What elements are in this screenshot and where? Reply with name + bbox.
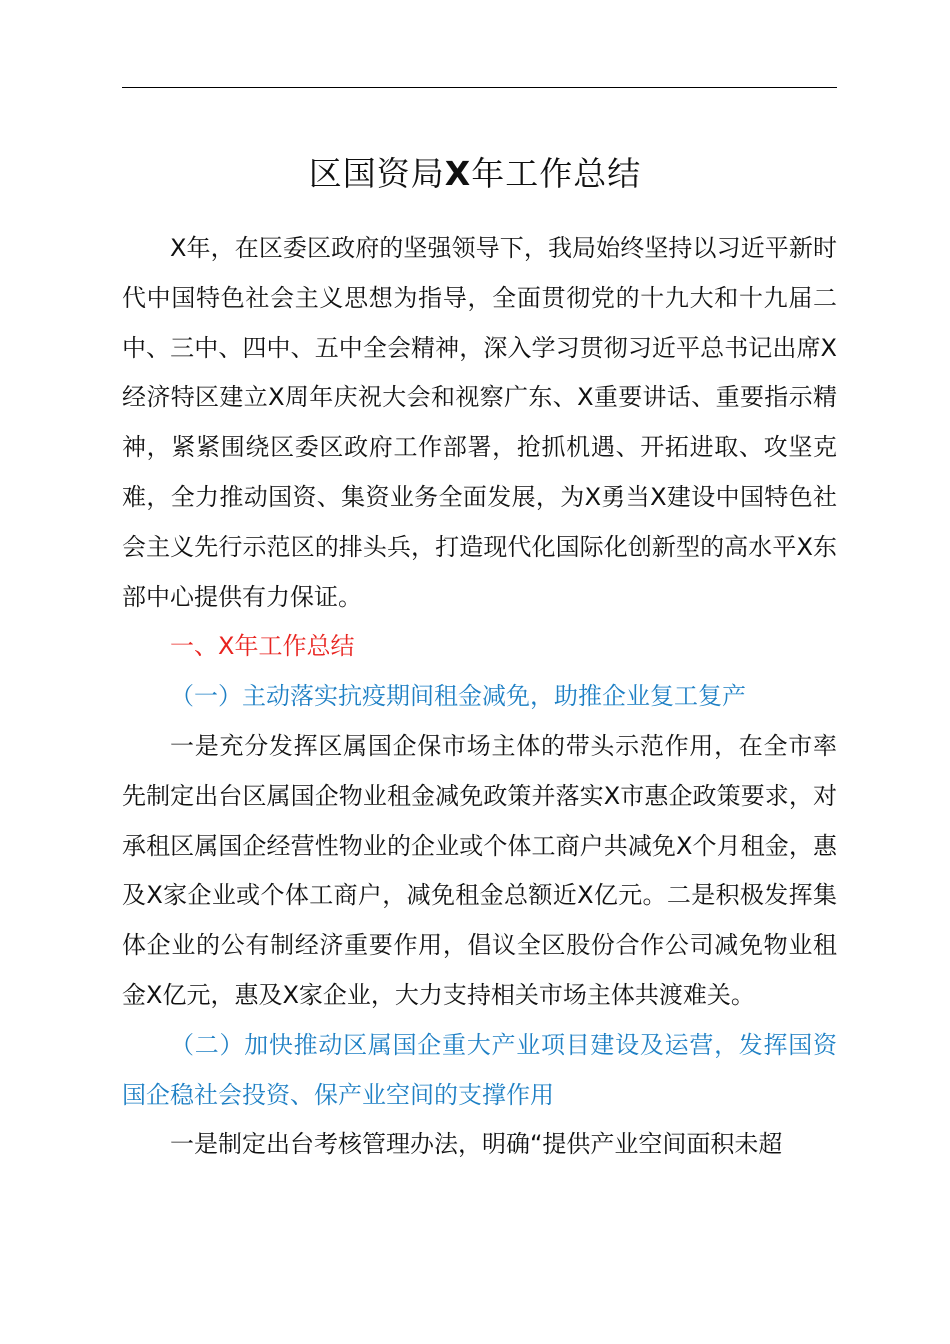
- title-mark: X: [444, 154, 472, 193]
- subsection-heading-1: （一）主动落实抗疫期间租金减免，助推企业复工复产: [170, 682, 746, 711]
- title-prefix: 区国资局: [308, 154, 445, 193]
- title-suffix: 年工作总结: [471, 154, 642, 193]
- section-heading: 一、X年工作总结: [170, 632, 355, 661]
- document-title: [0, 150, 950, 198]
- subsection-body-1: 一是充分发挥区属国企保市场主体的带头示范作用，在全市率先制定出台区属国企物业租金减免政策并落实X市惠企政策要求，对承租区属国企经营性物业的企业或个体工商户共减免X个月租金，惠及X家企业或个体工商户，减免租金总额近X亿元。二是积极发挥集体企业的公有制经济重要作用，倡议全区股份合作公司减免物业租金X亿元，惠及X家企业，大力支持相关市场主体共渡难关。: [122, 731, 837, 1009]
- subsection-body-2: 一是制定出台考核管理办法，明确“提供产业空间面积未超: [170, 1130, 783, 1159]
- header-rule: [122, 87, 837, 88]
- subsection-heading-2: （二）加快推动区属国企重大产业项目建设及运营，发挥国资国企稳社会投资、保产业空间的支撑作用: [122, 1030, 837, 1109]
- document-body: [122, 224, 837, 1170]
- intro-paragraph: X年，在区委区政府的坚强领导下，我局始终坚持以习近平新时代中国特色社会主义思想为指导，全面贯彻党的十九大和十九届二中、三中、四中、五中全会精神，深入学习贯彻习近平总书记出席X经济特区建立X周年庆祝大会和视察广东、X重要讲话、重要指示精神，紧紧围绕区委区政府工作部署，抢抓机遇、开拓进取、攻坚克难，全力推动国资、集资业务全面发展，为X勇当X建设中国特色社会主义先行示范区的排头兵，打造现代化国际化创新型的高水平X东部中心提供有力保证。: [122, 234, 837, 611]
